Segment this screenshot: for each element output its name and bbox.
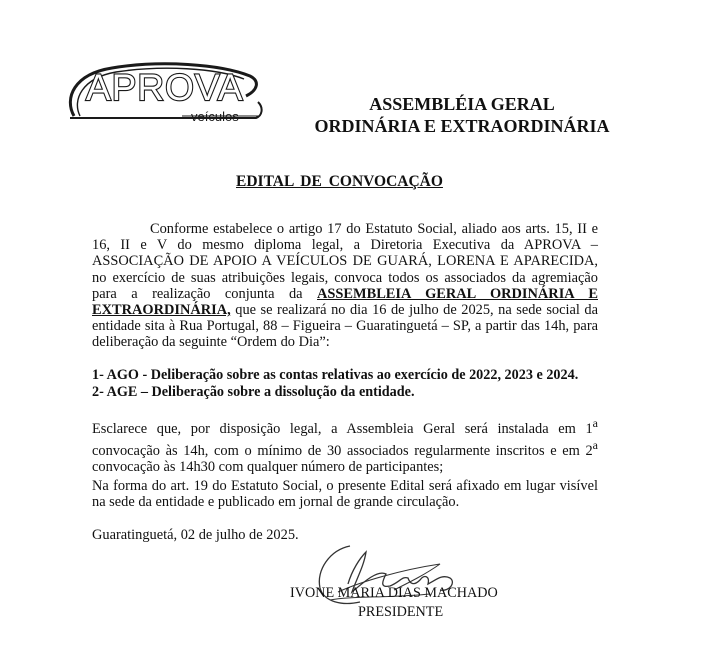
ordinal-superscript: a <box>592 416 598 430</box>
logo-wordmark: APROVA <box>86 67 244 108</box>
ordinal-superscript: a <box>592 438 598 452</box>
quorum-text-b: convocação às 14h, com o mínimo de 30 associados regularmente inscritos e em 2 <box>92 442 593 459</box>
agenda-item: 1- AGO - Deliberação sobre as contas relativas ao exercício de 2022, 2023 e 2024. <box>92 367 579 383</box>
convocation-text-b: que se realizará no dia 16 de julho de 2025, na sede social da entidade sita à Rua Portugal, 88 – Figueira – Guaratinguetá – SP, a partir das 14h, para deliberação da seguinte “Ordem do Dia”: <box>92 302 598 351</box>
agenda-item: 2- AGE – Deliberação sobre a dissolução da entidade. <box>92 383 415 400</box>
convocation-paragraph <box>92 221 598 351</box>
place-date: Guaratinguetá, 02 de julho de 2025. <box>92 527 299 543</box>
agenda-list <box>92 367 612 400</box>
convocation-text-a: Conforme estabelece o artigo 17 do Estatuto Social, aliado aos arts. 15, II e 16, II e V do mesmo diploma legal, a Diretoria Executiva da APROVA – ASSOCIAÇÃO DE APOIO A VEÍCULOS DE GUARÁ, LORENA E APARECIDA, no exercício de suas atribuições legais, convoca todos os associados da agremiação para a realização conjunta da <box>92 221 598 302</box>
logo-subtitle: veículos <box>191 109 239 124</box>
quorum-text-c: convocação às 14h30 com qualquer número de participantes; <box>92 459 444 475</box>
aprova-logo <box>60 58 270 128</box>
publication-paragraph: Na forma do art. 19 do Estatuto Social, o presente Edital será afixado em lugar visível na sede da entidade e publicado em jornal de grande circulação. <box>92 478 598 511</box>
signatory-name: IVONE MARIA DIAS MACHADO <box>290 585 498 601</box>
quorum-text-a: Esclarece que, por disposição legal, a Assembleia Geral será instalada em 1 <box>92 420 593 437</box>
quorum-paragraph <box>92 415 598 475</box>
assembly-name: ASSEMBLEIA GERAL ORDINÁRIA E EXTRAORDINÁRIA, <box>92 285 598 319</box>
header-title-line1: ASSEMBLÉIA GERAL <box>369 94 555 114</box>
header-title-line2: ORDINÁRIA E EXTRAORDINÁRIA <box>314 116 610 136</box>
edital-title: EDITAL DE CONVOCAÇÃO <box>236 173 443 190</box>
signatory-role: PRESIDENTE <box>358 604 444 620</box>
